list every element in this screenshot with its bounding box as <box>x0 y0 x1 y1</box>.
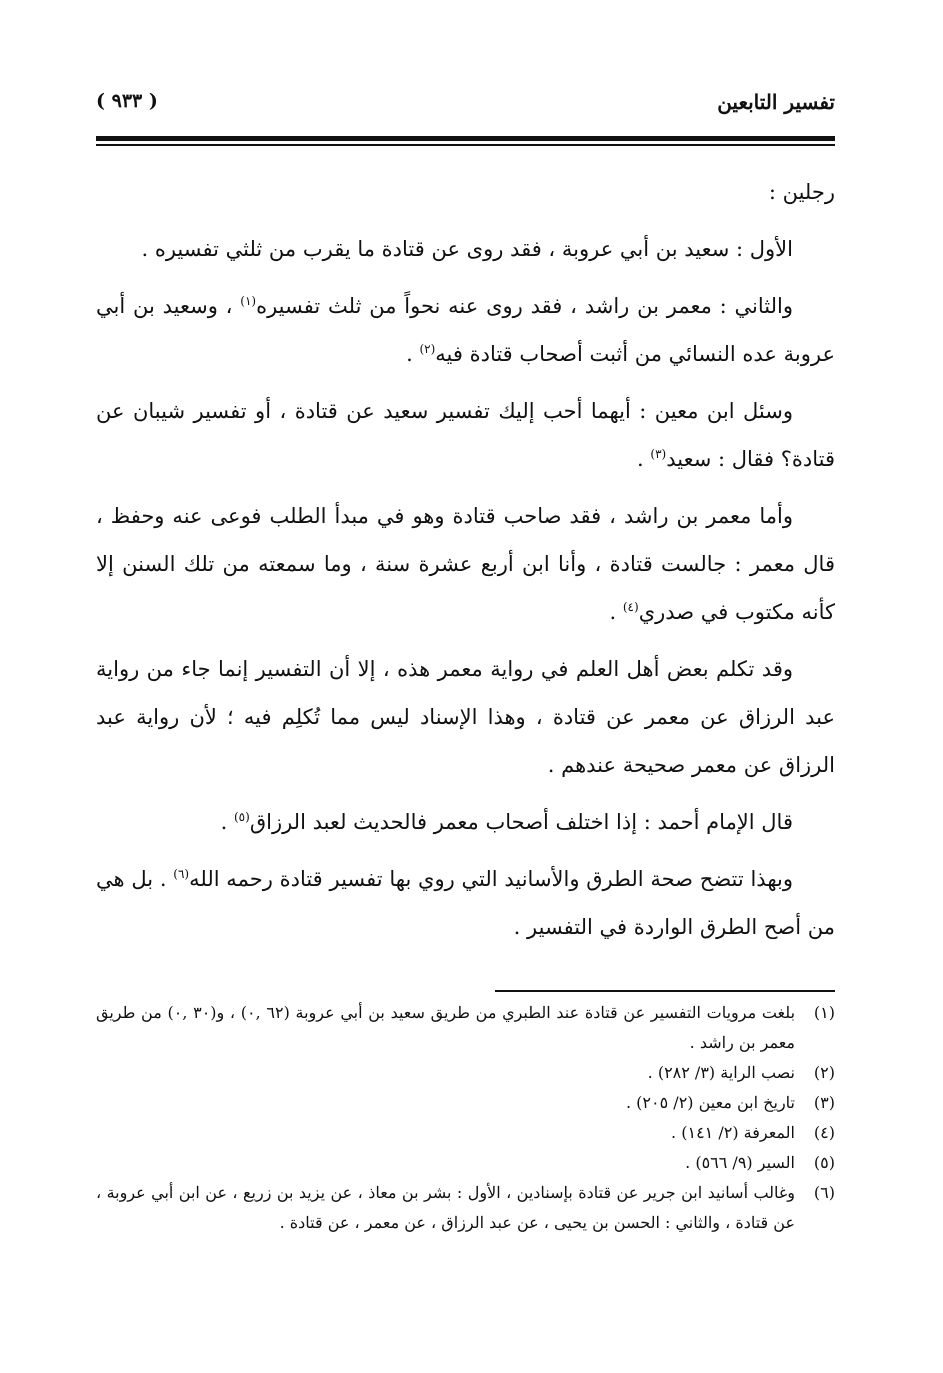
footnote <box>96 998 835 1058</box>
footnote-number: (٥) <box>813 1153 835 1172</box>
page-header <box>96 90 835 130</box>
footnote-text: السير (٩/ ٥٦٦) . <box>685 1153 795 1172</box>
footnote <box>96 1148 835 1178</box>
footnote-number: (٦) <box>813 1183 835 1202</box>
footnote-ref: (٥) <box>233 810 250 824</box>
paragraph-text: قال الإمام أحمد : إذا اختلف أصحاب معمر فالحديث لعبد الرزاق <box>249 810 793 834</box>
paragraph-text: وأما معمر بن راشد ، فقد صاحب قتادة وهو في مبدأ الطلب فوعى عنه وحفظ ، قال معمر : جالست قتادة ، وأنا ابن أربع عشرة سنة ، وما سمعته من تلك السنن إلا كأنه مكتوب في صدري <box>96 504 835 624</box>
footnote-ref: (٤) <box>622 600 639 614</box>
paragraph <box>96 645 835 789</box>
paragraph-text: . <box>220 810 234 834</box>
paragraph-text: رجلين : <box>768 180 835 204</box>
footnote-separator <box>495 990 835 992</box>
footnote-text: المعرفة (٢/ ١٤١) . <box>671 1123 795 1142</box>
footnote-text: نصب الراية (٣/ ٢٨٢) . <box>647 1063 795 1082</box>
paragraph-text: . <box>609 600 623 624</box>
footnote-number: (٣) <box>813 1093 835 1112</box>
paragraph-text: . <box>637 447 651 471</box>
main-text <box>96 168 835 960</box>
footnote-number: (١) <box>813 1003 835 1022</box>
paragraph <box>96 282 835 378</box>
footnote-ref: (١) <box>240 294 257 308</box>
paragraph-text: وسئل ابن معين : أيهما أحب إليك تفسير سعيد عن قتادة ، أو تفسير شيبان عن قتادة؟ فقال : سعيد <box>96 399 835 471</box>
footnote-ref: (٢) <box>419 342 436 356</box>
footnote <box>96 1118 835 1148</box>
paragraph <box>96 225 835 273</box>
paragraph <box>96 168 835 216</box>
footnote-text: وغالب أسانيد ابن جرير عن قتادة بإسنادين ، الأول : بشر بن معاذ ، عن يزيد بن زريع ، عن ابن أبي عروبة ، عن قتادة ، والثاني : الحسن بن يحيى ، عن عبد الرزاق ، عن معمر ، عن قتادة . <box>96 1183 795 1232</box>
paragraph-text: وبهذا تتضح صحة الطرق والأسانيد التي روي بها تفسير قتادة رحمه الله <box>189 867 793 891</box>
footnote <box>96 1178 835 1238</box>
footnotes <box>96 998 835 1238</box>
footnote-ref: (٦) <box>173 867 190 881</box>
paragraph-text: والثاني : معمر بن راشد ، فقد روى عنه نحواً من ثلث تفسيره <box>256 294 793 318</box>
paragraph <box>96 387 835 483</box>
header-rule-thick <box>96 136 835 141</box>
page-number: ( ٩٣٣ ) <box>96 90 158 112</box>
footnote <box>96 1088 835 1118</box>
paragraph <box>96 855 835 951</box>
paragraph-text: . بل هي من أصح الطرق الواردة في التفسير . <box>96 867 835 939</box>
paragraph-text: الأول : سعيد بن أبي عروبة ، فقد روى عن قتادة ما يقرب من ثلثي تفسيره . <box>141 237 793 261</box>
paragraph-text: . <box>406 342 420 366</box>
footnote-number: (٢) <box>813 1063 835 1082</box>
paragraph-text: ، وسعيد بن أبي عروبة عده النسائي من أثبت أصحاب قتادة فيه <box>96 294 835 366</box>
footnote <box>96 1058 835 1088</box>
footnote-ref: (٣) <box>650 447 667 461</box>
paragraph-text: وقد تكلم بعض أهل العلم في رواية معمر هذه ، إلا أن التفسير إنما جاء من رواية عبد الرزاق عن معمر عن قتادة ، وهذا الإسناد ليس مما تُكلِم فيه ؛ لأن رواية عبد الرزاق عن معمر صحيحة عندهم . <box>96 657 835 777</box>
footnote-number: (٤) <box>813 1123 835 1142</box>
paragraph <box>96 798 835 846</box>
header-rule-thin <box>96 144 835 146</box>
book-title: تفسير التابعين <box>717 90 835 114</box>
footnote-text: تاريخ ابن معين (٢/ ٢٠٥) . <box>626 1093 795 1112</box>
paragraph <box>96 492 835 636</box>
footnote-text: بلغت مرويات التفسير عن قتادة عند الطبري من طريق سعيد بن أبي عروبة (٦٢ ,٠) ، و(٣٠ ,٠) من طريق معمر بن راشد . <box>96 1003 796 1052</box>
